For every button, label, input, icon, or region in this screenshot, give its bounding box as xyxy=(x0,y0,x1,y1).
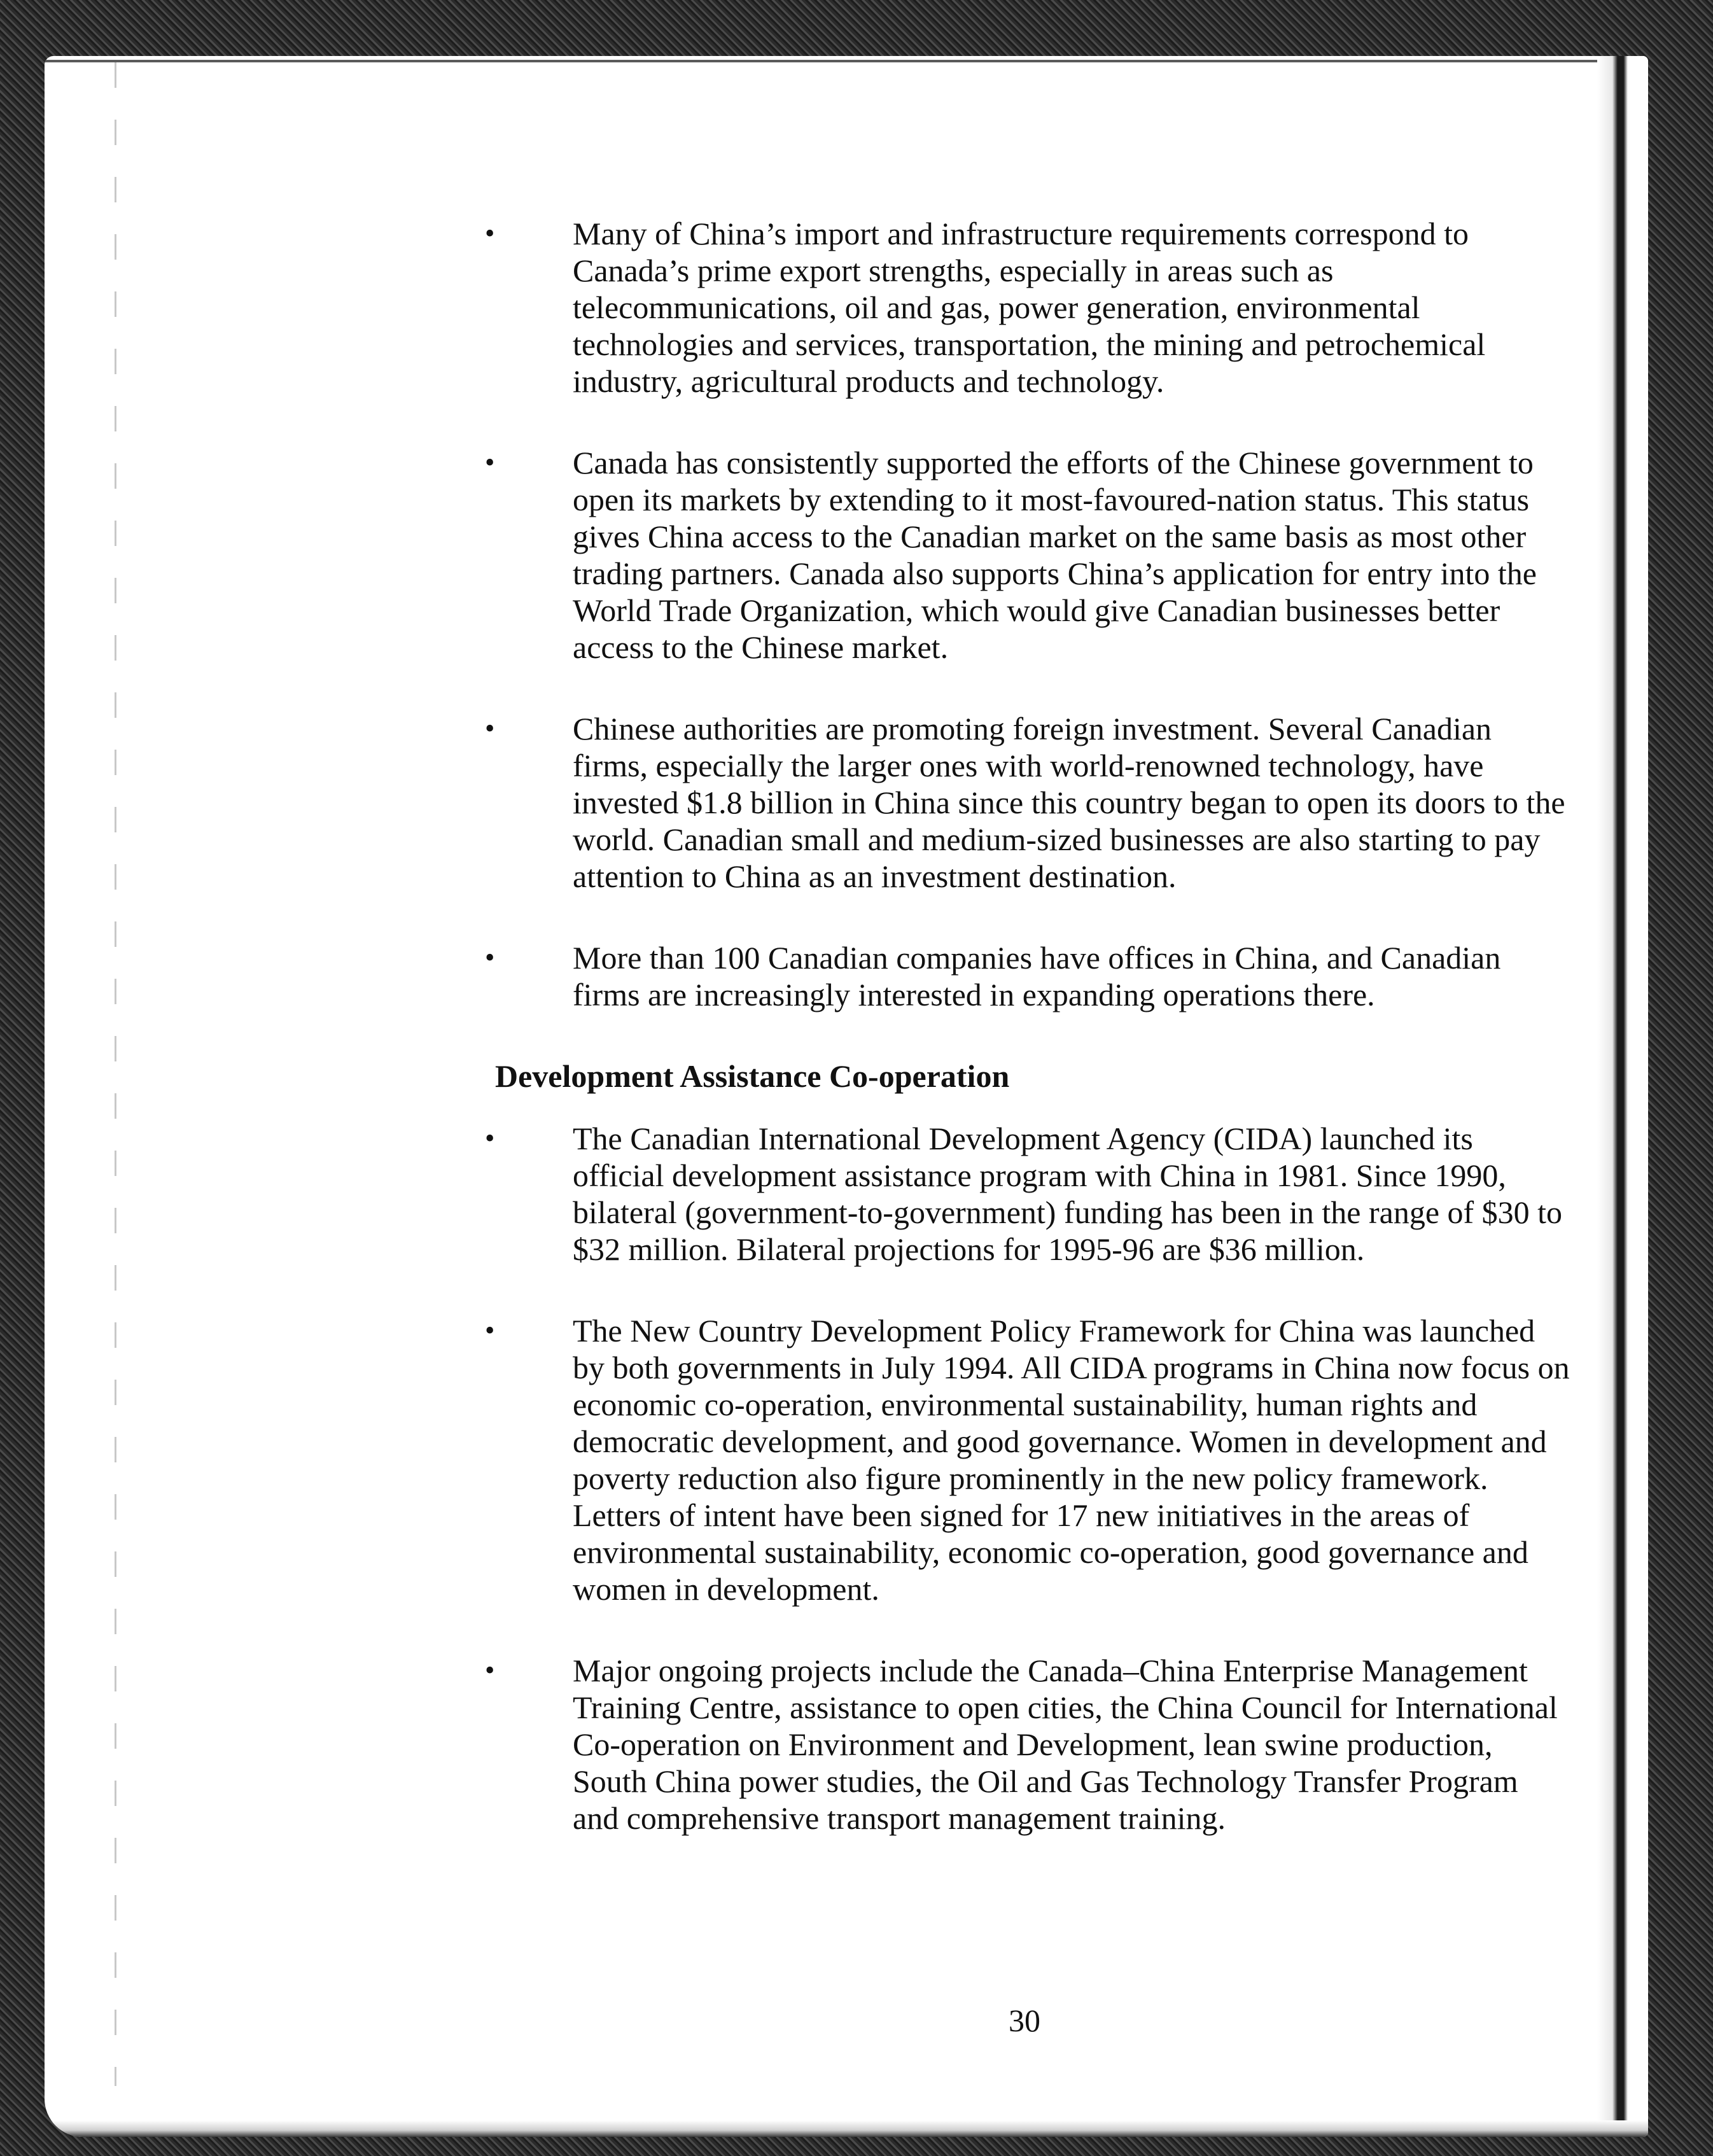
bullet-icon: • xyxy=(485,1655,495,1686)
page-right-edge xyxy=(1597,56,1648,2137)
bullet-icon: • xyxy=(485,942,495,973)
page-bottom-edge xyxy=(45,2120,1648,2137)
page-content xyxy=(426,215,1572,1881)
list-item xyxy=(426,1652,1572,1837)
bullet-text: Many of China’s import and infrastructure requirements correspond to Canada’s prime export strengths, especially in areas such as telecommunications, oil and gas, power generation, environmental technologies and services, transportation, the mining and petrochemical industry, agricultural products and technology. xyxy=(573,216,1486,399)
document-page xyxy=(45,56,1648,2137)
list-item xyxy=(426,1312,1572,1607)
bullet-text: The New Country Development Policy Framework for China was launched by both governments in July 1994. All CIDA programs in China now focus on economic co-operation, environmental sustainability, human rights and democratic development, and good governance. Women in development and poverty reduction also figure prominently in the new policy framework. Letters of intent have been signed for 17 new initiatives in the areas of environmental sustainability, economic co-operation, good governance and women in development. xyxy=(573,1313,1570,1607)
list-item xyxy=(426,710,1572,895)
bullet-text: Canada has consistently supported the efforts of the Chinese government to open its markets by extending to it most-favoured-nation status. This status gives China access to the Canadian market on the same basis as most other trading partners. Canada also supports China’s application for entry into the World Trade Organization, which would give Canadian businesses better access to the Chinese market. xyxy=(573,445,1537,665)
page-number xyxy=(45,2002,1648,2039)
bullet-text: The Canadian International Development Agency (CIDA) launched its official development assistance program with China in 1981. Since 1990, bilateral (government-to-government) funding has been in the range of $30 to $32 million. Bilateral projections for 1995-96 are $36 million. xyxy=(573,1121,1563,1267)
page-left-margin-rule xyxy=(115,62,116,2086)
section-heading: Development Assistance Co-operation xyxy=(495,1058,1010,1094)
bullet-icon: • xyxy=(485,713,495,744)
bullet-text: Chinese authorities are promoting foreign investment. Several Canadian firms, especially the larger ones with world-renowned technology, have invested $1.8 billion in China since this country began to open its doors to the world. Canadian small and medium-sized businesses are also starting to pay attention to China as an investment destination. xyxy=(573,711,1565,894)
list-item xyxy=(426,444,1572,666)
page-number-text: 30 xyxy=(1009,2003,1040,2038)
bullet-icon: • xyxy=(485,1315,495,1346)
bullet-icon: • xyxy=(485,218,495,249)
bullet-text: Major ongoing projects include the Canada–China Enterprise Management Training Centre, assistance to open cities, the China Council for International Co-operation on Environment and Development, lean swine production, South China power studies, the Oil and Gas Technology Transfer Program and comprehensive transport management training. xyxy=(573,1653,1558,1836)
list-item xyxy=(426,1120,1572,1268)
bullet-text: More than 100 Canadian companies have offices in China, and Canadian firms are increasingly interested in expanding operations there. xyxy=(573,940,1501,1012)
bullet-icon: • xyxy=(485,1123,495,1154)
list-item xyxy=(426,939,1572,1013)
list-item xyxy=(426,215,1572,400)
bullet-icon: • xyxy=(485,447,495,478)
page-top-rule xyxy=(45,60,1597,62)
